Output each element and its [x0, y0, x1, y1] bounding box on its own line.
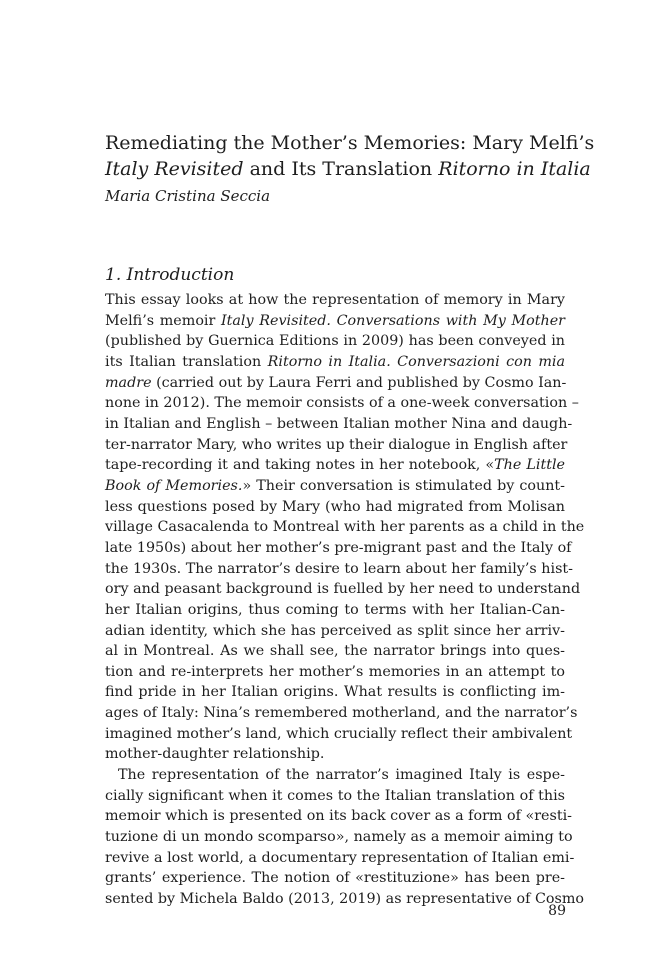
title-italic-book: Italy Revisited [105, 158, 244, 180]
text-line: ages of Italy: Nina’s remembered motherland, and the narrator’s [105, 705, 578, 722]
text-line: tape-recording it and taking notes in her notebook, «The Little [105, 457, 566, 474]
text-line: late 1950s) about her mother’s pre-migrant past and the Italy of [105, 539, 572, 556]
text-line: none in 2012). The memoir consists of a one-week conversation – [105, 395, 579, 412]
title-line-2 [105, 156, 591, 182]
text-line: tion and re-interprets her mother’s memories in an attempt to [105, 663, 565, 680]
text-line: revive a lost world, a documentary representation of Italian emi- [105, 849, 575, 866]
text-line: memoir which is presented on its back cover as a form of «resti- [105, 808, 572, 825]
text-line: madre (carried out by Laura Ferri and published by Cosmo Ian- [105, 374, 567, 391]
text-line: village Casacalenda to Montreal with her parents as a child in the [105, 519, 585, 536]
body-text [105, 290, 585, 910]
section-heading: 1. Introduction [105, 265, 235, 285]
text-line: grants’ experience. The notion of «restituzione» has been pre- [105, 870, 565, 887]
page-number: 89 [548, 903, 566, 919]
text-line: in Italian and English – between Italian mother Nina and daugh- [105, 415, 573, 432]
text-line: ory and peasant background is fuelled by her need to understand [105, 581, 581, 598]
text-line: tuzione di un mondo scomparso», namely as a memoir aiming to [105, 829, 573, 846]
text-line: al in Montreal. As we shall see, the narrator brings into ques- [105, 643, 565, 660]
text-line: The representation of the narrator’s imagined Italy is espe- [118, 767, 565, 784]
author-name: Maria Cristina Seccia [105, 187, 271, 205]
text-line: ter-narrator Mary, who writes up their dialogue in English after [105, 436, 568, 453]
text-line: mother-daughter relationship. [105, 746, 325, 763]
text-line: sented by Michela Baldo (2013, 2019) as representative of Cosmo [105, 891, 584, 908]
text-line: its Italian translation Ritorno in Italia. Conversazioni con mia [105, 353, 565, 370]
text-line: her Italian origins, thus coming to terms with her Italian-Can- [105, 601, 565, 618]
chapter-title [105, 130, 595, 182]
title-connector: and Its Translation [243, 158, 439, 180]
text-line: find pride in her Italian origins. What results is conflicting im- [105, 684, 565, 701]
text-line: Book of Memories.» Their conversation is stimulated by count- [105, 477, 565, 494]
text-line: cially significant when it comes to the Italian translation of this [105, 787, 565, 804]
title-line-1: Remediating the Mother’s Memories: Mary Melfi’s [105, 132, 595, 154]
text-line: imagined mother’s land, which crucially reflect their ambivalent [105, 725, 573, 742]
text-line: (published by Guernica Editions in 2009) has been conveyed in [105, 333, 565, 350]
text-line: less questions posed by Mary (who had migrated from Molisan [105, 498, 565, 515]
text-line: Melfi’s memoir Italy Revisited. Conversations with My Mother [105, 312, 565, 329]
text-line: This essay looks at how the representation of memory in Mary [105, 292, 565, 308]
title-italic-translation: Ritorno in Italia [438, 158, 591, 180]
text-line: adian identity, which she has perceived as split since her arriv- [105, 622, 565, 639]
text-line: the 1930s. The narrator’s desire to learn about her family’s hist- [105, 560, 573, 577]
